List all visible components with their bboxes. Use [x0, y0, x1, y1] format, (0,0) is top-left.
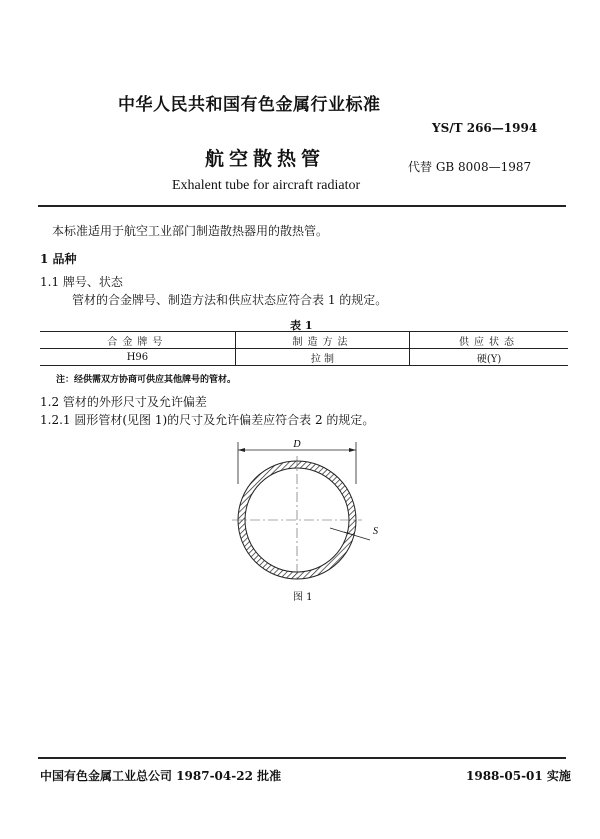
table-1-note: 注：经供需双方协商可供应其他牌号的管材。 — [56, 375, 237, 385]
section-1-2-1-paragraph: 1.2.1 圆形管材(见图 1)的尺寸及允许偏差应符合表 2 的规定。 — [40, 413, 375, 427]
table-1-caption: 表 1 — [290, 319, 313, 332]
table-header-cell: 合金牌号 — [40, 332, 235, 349]
header-divider — [38, 205, 566, 207]
table-cell: 硬(Y) — [410, 349, 568, 366]
dimension-label-s: S — [373, 526, 378, 537]
document-title-cn: 航空散热管 — [205, 148, 326, 170]
table-cell: H96 — [40, 349, 235, 366]
footer-divider — [38, 757, 566, 759]
issuing-authority-heading: 中华人民共和国有色金属行业标准 — [118, 95, 381, 115]
table-header-cell: 供应状态 — [410, 332, 568, 349]
section-1-1-heading: 1.1 牌号、状态 — [40, 275, 123, 289]
table-header-row — [40, 332, 568, 349]
section-1-1-paragraph: 管材的合金牌号、制造方法和供应状态应符合表 1 的规定。 — [72, 293, 388, 307]
table-row — [40, 349, 568, 366]
table-header-cell: 制造方法 — [235, 332, 409, 349]
dimension-label-d: D — [293, 439, 301, 450]
implementation-date: 1988-05-01 实施 — [466, 769, 571, 783]
approval-statement: 中国有色金属工业总公司 1987-04-22 批准 — [40, 769, 282, 783]
figure-1-caption: 图 1 — [293, 592, 313, 603]
replaces-standard: 代替 GB 8008—1987 — [408, 160, 532, 174]
table-cell: 拉 制 — [235, 349, 409, 366]
table-1 — [40, 331, 568, 366]
scope-paragraph: 本标准适用于航空工业部门制造散热器用的散热管。 — [52, 224, 329, 238]
section-1-2-heading: 1.2 管材的外形尺寸及允许偏差 — [40, 395, 207, 409]
document-title-en: Exhalent tube for aircraft radiator — [172, 178, 361, 193]
figure-1-tube-cross-section — [230, 436, 390, 581]
standard-number: YS/T 266—1994 — [432, 121, 538, 135]
section-1-heading: 1 品种 — [40, 252, 77, 266]
